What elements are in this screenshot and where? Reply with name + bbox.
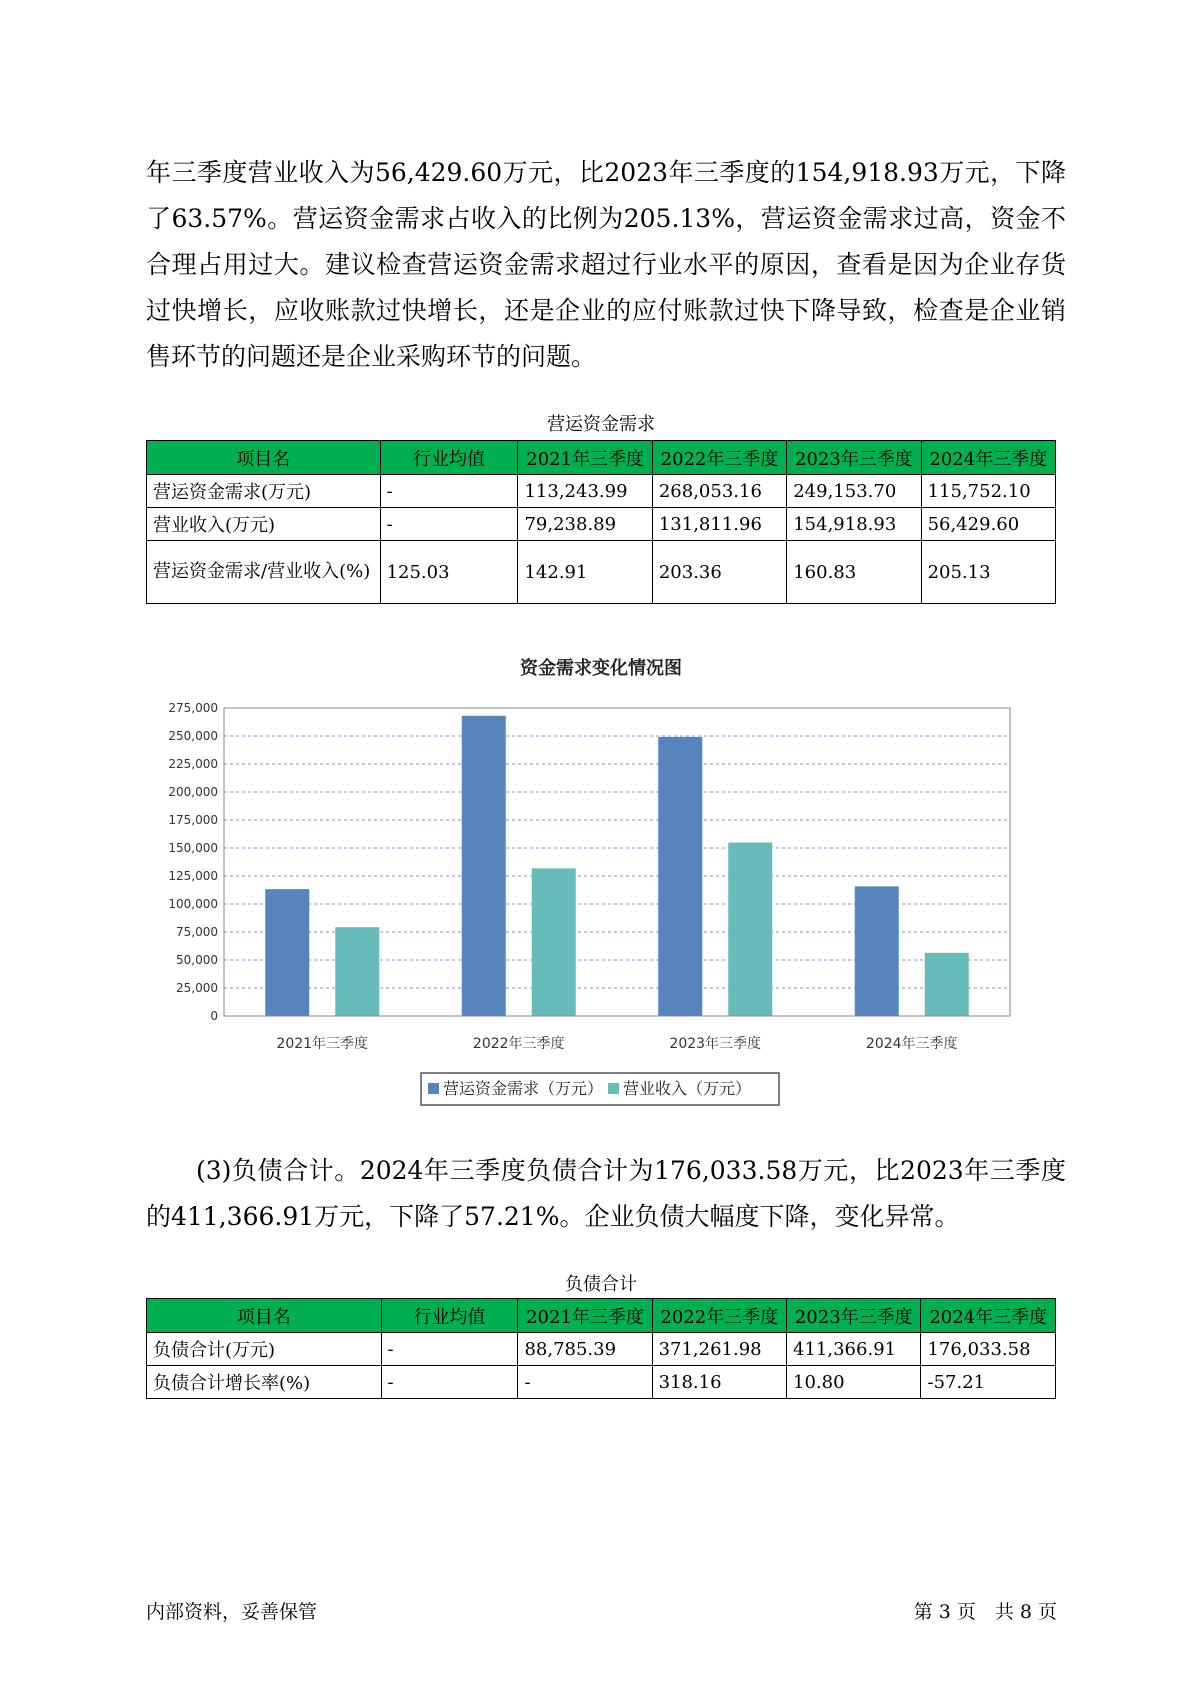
table-cell: 142.91 (518, 541, 652, 604)
table-cell: 125.03 (380, 541, 518, 604)
table-cell: 营运资金需求/营业收入(%) (147, 541, 381, 604)
table-cell: -57.21 (921, 1366, 1056, 1399)
table-cell: 203.36 (652, 541, 786, 604)
y-tick-label: 225,000 (168, 757, 218, 771)
bar-working-capital-1 (265, 889, 309, 1016)
table-cell: - (381, 1333, 518, 1366)
y-tick-label: 200,000 (168, 785, 218, 799)
table-cell: 56,429.60 (921, 508, 1055, 541)
bar-revenue-3 (728, 842, 772, 1016)
table-row (147, 508, 1056, 541)
footer-confidential-note: 内部资料，妥善保管 (146, 1601, 318, 1623)
table-cell: 营运资金需求(万元) (147, 475, 381, 508)
table-cell: 154,918.93 (787, 508, 921, 541)
bar-revenue-2 (532, 868, 576, 1016)
y-tick-label: 150,000 (168, 841, 218, 855)
table-cell: 249,153.70 (787, 475, 921, 508)
header-cell: 2022年三季度 (652, 1299, 786, 1333)
table-caption-working-capital: 营运资金需求 (547, 414, 655, 435)
table-cell: - (380, 508, 518, 541)
chart-legend (421, 1073, 779, 1105)
header-cell: 2024年三季度 (921, 441, 1055, 475)
table-cell: 10.80 (787, 1366, 921, 1399)
header-cell: 2021年三季度 (518, 441, 652, 475)
bar-revenue-1 (335, 927, 379, 1016)
table-cell: 268,053.16 (652, 475, 786, 508)
table-cell: 115,752.10 (921, 475, 1055, 508)
bar-working-capital-4 (855, 886, 899, 1016)
table-cell: 负债合计增长率(%) (147, 1366, 382, 1399)
bar-working-capital-2 (462, 716, 506, 1016)
table-cell: 113,243.99 (518, 475, 652, 508)
y-tick-label: 250,000 (168, 729, 218, 743)
table-row (147, 1366, 1056, 1399)
x-axis-tick-labels (276, 1035, 957, 1052)
bar-revenue-4 (925, 953, 969, 1016)
table-caption-liabilities: 负债合计 (565, 1274, 637, 1295)
chart-bars (265, 716, 969, 1016)
table-cell: 营业收入(万元) (147, 508, 381, 541)
table-row (147, 1333, 1056, 1366)
liabilities-table (146, 1298, 1056, 1399)
table-cell: - (380, 475, 518, 508)
table-cell: 205.13 (921, 541, 1055, 604)
y-tick-label: 50,000 (176, 953, 218, 967)
table-cell: 160.83 (787, 541, 921, 604)
table-cell: 79,238.89 (518, 508, 652, 541)
table-row (147, 475, 1056, 508)
bar-working-capital-3 (658, 737, 702, 1016)
header-cell: 2024年三季度 (921, 1299, 1056, 1333)
y-tick-label: 25,000 (176, 981, 218, 995)
table-cell: 131,811.96 (652, 508, 786, 541)
header-cell: 2021年三季度 (518, 1299, 652, 1333)
table-cell: - (381, 1366, 518, 1399)
header-cell: 项目名 (147, 1299, 382, 1333)
header-cell: 2022年三季度 (652, 441, 786, 475)
header-cell: 2023年三季度 (787, 441, 921, 475)
y-tick-label: 175,000 (168, 813, 218, 827)
paragraph-analysis-liabilities: (3)负债合计。2024年三季度负债合计为176,033.58万元，比2023年三季度的411,366.91万元，下降了57.21%。企业负债大幅度下降，变化异常。 (146, 1156, 1066, 1231)
working-capital-table (146, 440, 1056, 604)
legend-label-series-1: 营运资金需求（万元） (443, 1079, 604, 1098)
header-cell: 行业均值 (381, 1299, 518, 1333)
y-tick-label: 0 (210, 1009, 218, 1023)
x-tick-label: 2022年三季度 (472, 1036, 565, 1052)
table-cell: 318.16 (652, 1366, 786, 1399)
table-cell: 176,033.58 (921, 1333, 1056, 1366)
table-cell: 88,785.39 (518, 1333, 652, 1366)
funding-demand-bar-chart (146, 650, 1026, 1120)
y-axis-tick-labels (168, 701, 218, 1023)
table-cell: 411,366.91 (787, 1333, 921, 1366)
y-tick-label: 125,000 (168, 869, 218, 883)
x-tick-label: 2024年三季度 (865, 1036, 958, 1052)
legend-label-series-2: 营业收入（万元） (623, 1079, 752, 1098)
table-row (147, 541, 1056, 604)
footer-page-number: 第 3 页 共 8 页 (913, 1601, 1057, 1623)
header-cell: 行业均值 (380, 441, 518, 475)
legend-swatch-series-2 (608, 1083, 619, 1094)
table-cell: - (518, 1366, 652, 1399)
y-tick-label: 75,000 (176, 925, 218, 939)
header-cell: 2023年三季度 (787, 1299, 921, 1333)
x-tick-label: 2021年三季度 (276, 1036, 369, 1052)
table-header-row (147, 1299, 1056, 1333)
header-cell: 项目名 (147, 441, 381, 475)
table-cell: 371,261.98 (652, 1333, 786, 1366)
paragraph-analysis-working-capital: 年三季度营业收入为56,429.60万元，比2023年三季度的154,918.93万元，下降了63.57%。营运资金需求占收入的比例为205.13%，营运资金需求过高，资金不合理占用过大。建议检查营运资金需求超过行业水平的原因，查看是因为企业存货过快增长，应收账款过快增长，还是企业的应付账款过快下降导致，检查是企业销售环节的问题还是企业采购环节的问题。 (146, 158, 1066, 371)
x-tick-label: 2023年三季度 (669, 1036, 762, 1052)
y-tick-label: 275,000 (168, 701, 218, 715)
legend-swatch-series-1 (428, 1083, 439, 1094)
y-tick-label: 100,000 (168, 897, 218, 911)
table-header-row (147, 441, 1056, 475)
chart-title: 资金需求变化情况图 (520, 658, 682, 679)
table-cell: 负债合计(万元) (147, 1333, 382, 1366)
